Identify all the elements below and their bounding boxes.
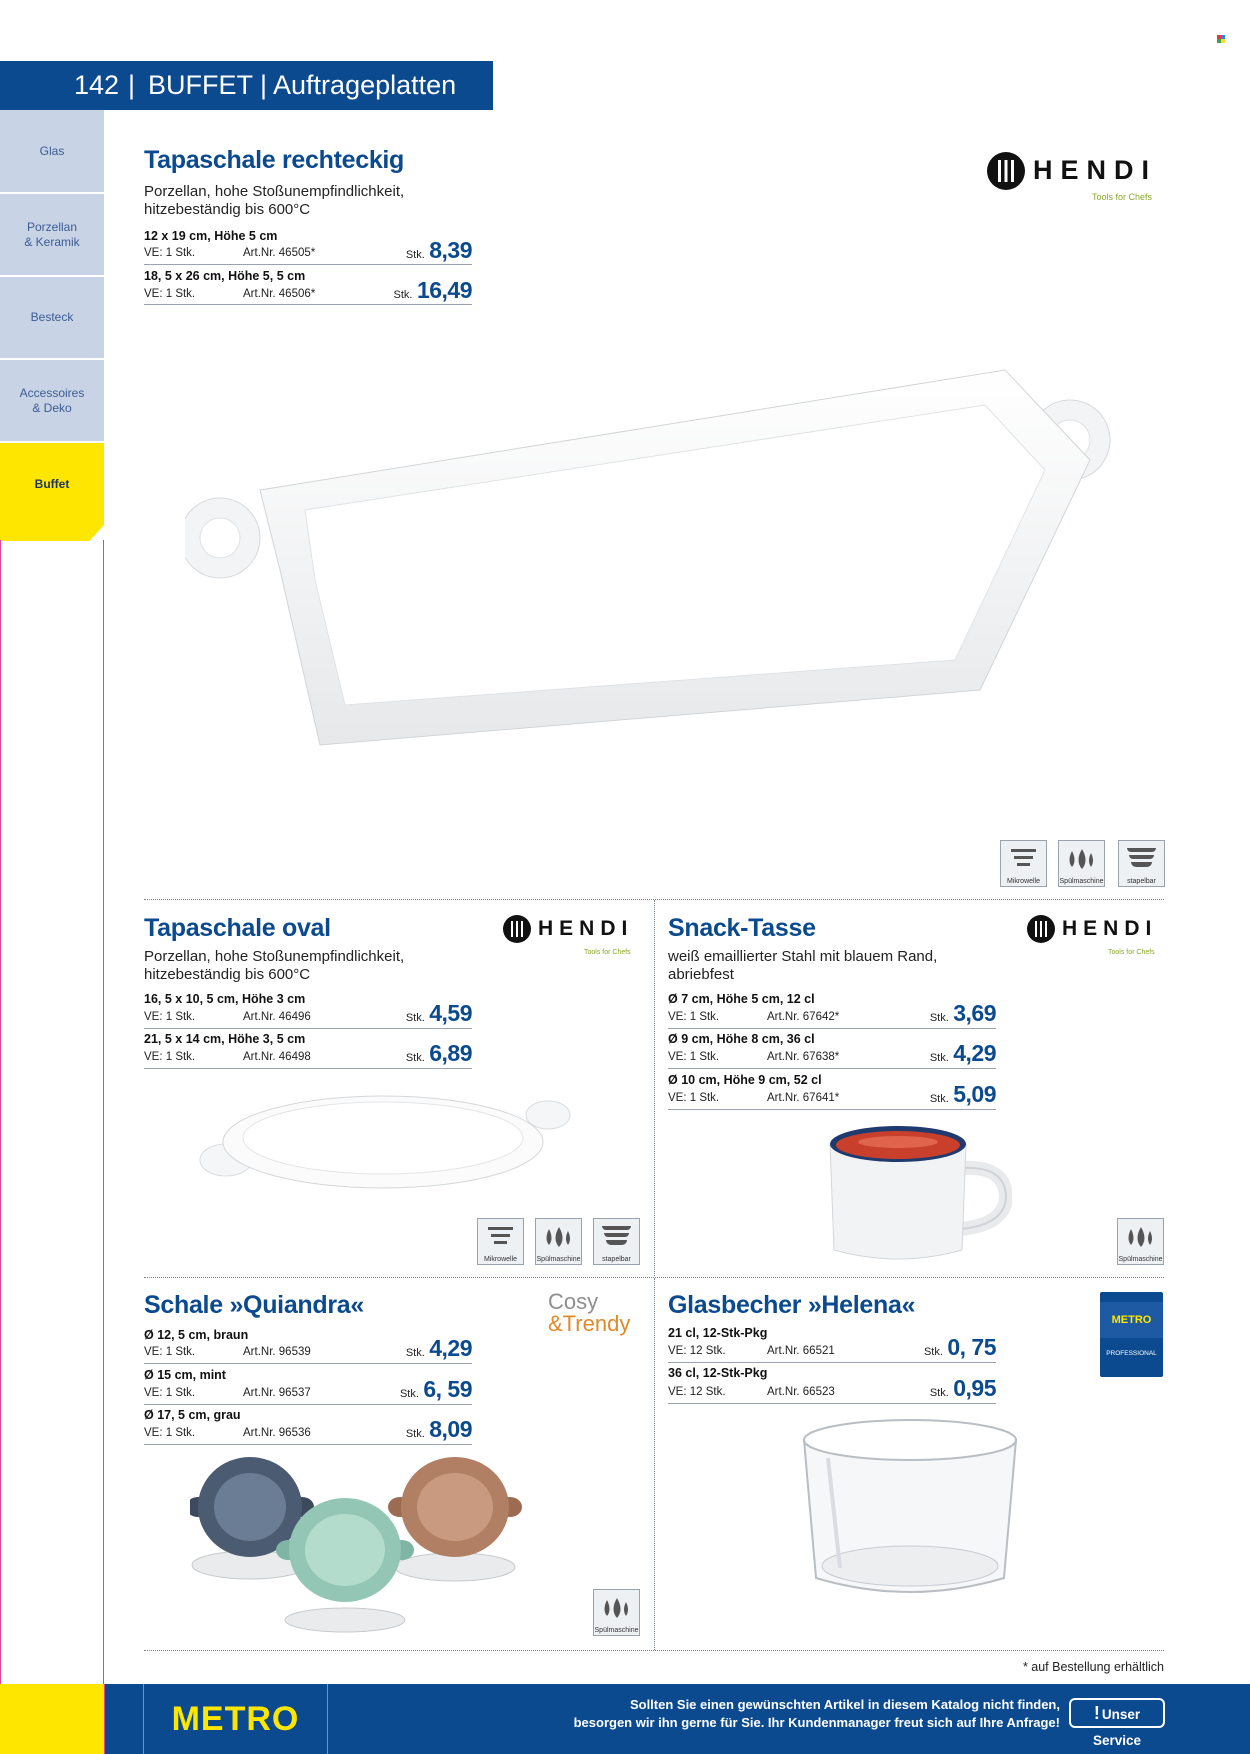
variant-ve: VE: 12 Stk. xyxy=(668,1345,726,1357)
product-desc xyxy=(668,948,937,984)
nav-label: Besteck xyxy=(30,310,74,324)
price-tag xyxy=(390,1376,472,1403)
product-title: Glasbecher »Helena« xyxy=(668,1291,916,1319)
unit: Stk. xyxy=(929,1093,949,1105)
variant-art: Art.Nr. 96537 xyxy=(243,1387,311,1399)
cutlery-icon xyxy=(986,151,1026,191)
product-title: Schale »Quiandra« xyxy=(144,1291,364,1319)
variant-art: Art.Nr. 96539 xyxy=(243,1346,311,1358)
page-header xyxy=(0,61,493,110)
page-number: 142 xyxy=(74,70,120,100)
product-desc xyxy=(144,948,404,984)
quiandra-bowls-image xyxy=(190,1455,550,1640)
rectangular-dish-image xyxy=(185,360,1115,760)
price: 3,69 xyxy=(953,1000,996,1026)
price: 4,59 xyxy=(429,1000,472,1026)
hendi-tagline: Tools for Chefs xyxy=(1108,949,1155,956)
divider xyxy=(668,1109,996,1110)
header-separator: | xyxy=(128,70,136,100)
cosy-word: Cosy xyxy=(548,1289,599,1314)
price-tag xyxy=(914,1081,996,1108)
variant-art: Art.Nr. 96536 xyxy=(243,1427,311,1439)
price: 5,09 xyxy=(953,1081,996,1107)
variant-size: Ø 7 cm, Höhe 5 cm, 12 cl xyxy=(668,992,815,1006)
divider xyxy=(144,264,472,265)
divider xyxy=(144,1444,472,1445)
variant-size: 21 cl, 12-Stk-Pkg xyxy=(668,1326,768,1340)
variant-ve: VE: 1 Stk. xyxy=(144,1011,196,1023)
variant-art: Art.Nr. 66521 xyxy=(767,1345,835,1357)
margin-line xyxy=(103,540,104,1754)
desc-line: abriebfest xyxy=(668,966,734,983)
price: 4,29 xyxy=(953,1040,996,1066)
variant-art: Art.Nr. 46506* xyxy=(243,288,316,300)
price: 6,89 xyxy=(429,1040,472,1066)
variant-ve: VE: 1 Stk. xyxy=(144,1346,196,1358)
stapelbar-icon xyxy=(1118,840,1165,887)
mikrowelle-icon xyxy=(477,1218,524,1265)
nav-item-besteck[interactable] xyxy=(0,277,104,358)
icon-label: stapelbar xyxy=(602,1256,631,1263)
price-tag xyxy=(914,1000,996,1027)
price-tag xyxy=(390,277,472,304)
footnote: * auf Bestellung erhältlich xyxy=(1022,1660,1164,1674)
desc-line: hitzebeständig bis 600°C xyxy=(144,966,311,983)
desc-line: Porzellan, hohe Stoßunempfindlichkeit, xyxy=(144,948,405,965)
nav-label: Accessoires & Deko xyxy=(19,385,85,415)
variant-size: Ø 10 cm, Höhe 9 cm, 52 cl xyxy=(668,1073,822,1087)
unit: Stk. xyxy=(929,1012,949,1024)
metro-box-sub: PROFESSIONAL xyxy=(1106,1350,1157,1357)
metro-box-word: METRO xyxy=(1111,1314,1152,1326)
oval-dish-image xyxy=(198,1090,572,1200)
icon-label: stapelbar xyxy=(1127,878,1156,885)
variant-ve: VE: 1 Stk. xyxy=(668,1011,720,1023)
variant-art: Art.Nr. 46496 xyxy=(243,1011,311,1023)
section-divider xyxy=(144,1650,1164,1651)
price: 0, 75 xyxy=(947,1334,996,1360)
variant-ve: VE: 1 Stk. xyxy=(668,1092,720,1104)
variant-ve: VE: 1 Stk. xyxy=(144,1387,196,1399)
variant-size: Ø 9 cm, Höhe 8 cm, 36 cl xyxy=(668,1032,815,1046)
divider xyxy=(144,304,472,305)
unit: Stk. xyxy=(405,249,425,261)
product-desc xyxy=(144,183,404,219)
variant-art: Art.Nr. 67638* xyxy=(767,1051,840,1063)
metro-logo[interactable]: METRO xyxy=(144,1684,327,1754)
column-divider xyxy=(654,900,655,1276)
desc-line: weiß emaillierter Stahl mit blauem Rand, xyxy=(668,948,938,965)
divider xyxy=(668,1028,996,1029)
unit: Stk. xyxy=(923,1346,943,1358)
cutlery-icon xyxy=(1026,914,1056,944)
hendi-logo xyxy=(1026,914,1166,964)
icon-label: Mikrowelle xyxy=(1006,878,1041,885)
margin-line xyxy=(0,540,1,1754)
metro-professional-logo xyxy=(1100,1292,1163,1377)
spuelmaschine-icon xyxy=(593,1589,640,1636)
variant-ve: VE: 1 Stk. xyxy=(144,288,196,300)
variant-ve: VE: 12 Stk. xyxy=(668,1386,726,1398)
nav-tab-tip xyxy=(0,525,104,541)
exclamation-icon: ! xyxy=(1093,1703,1100,1723)
nav-item-buffet[interactable] xyxy=(0,443,104,525)
variant-size: 12 x 19 cm, Höhe 5 cm xyxy=(144,229,278,243)
footer-line: besorgen wir ihn gerne für Sie. Ihr Kundenmanager freut sich auf Ihre Anfrage! xyxy=(573,1715,1060,1730)
price: 16,49 xyxy=(416,277,472,303)
price-tag xyxy=(390,1040,472,1067)
nav-label: Buffet xyxy=(34,476,70,491)
nav-item-accessoires[interactable] xyxy=(0,360,104,441)
column-divider xyxy=(654,1278,655,1650)
divider xyxy=(144,1404,472,1405)
nav-item-glas[interactable] xyxy=(0,110,104,192)
divider xyxy=(668,1362,996,1363)
desc-line: Porzellan, hohe Stoßunempfindlichkeit, xyxy=(144,183,405,200)
divider xyxy=(144,1028,472,1029)
footer-line: Sollten Sie einen gewünschten Artikel in diesem Katalog nicht finden, xyxy=(629,1697,1060,1712)
hendi-word: HENDI xyxy=(1062,917,1158,940)
desc-line: hitzebeständig bis 600°C xyxy=(144,201,311,218)
variant-size: Ø 12, 5 cm, braun xyxy=(144,1328,249,1342)
nav-item-porzellan[interactable] xyxy=(0,194,104,275)
unit: Stk. xyxy=(405,1428,425,1440)
divider xyxy=(144,1363,472,1364)
divider xyxy=(668,1403,996,1404)
product-title: Tapaschale oval xyxy=(144,914,331,942)
cosy-trendy-logo xyxy=(548,1291,648,1341)
variant-size: Ø 17, 5 cm, grau xyxy=(144,1408,241,1422)
variant-size: 18, 5 x 26 cm, Höhe 5, 5 cm xyxy=(144,269,306,283)
variant-art: Art.Nr. 46505* xyxy=(243,247,316,259)
color-mark-icon xyxy=(1217,35,1225,43)
footer-divider xyxy=(327,1684,328,1754)
hendi-word: HENDI xyxy=(538,917,634,940)
service-label: Unser Service xyxy=(1092,1707,1142,1748)
price-tag xyxy=(390,1416,472,1443)
icon-label: Mikrowelle xyxy=(483,1256,518,1263)
variant-size: 21, 5 x 14 cm, Höhe 3, 5 cm xyxy=(144,1032,306,1046)
footer-side-block xyxy=(0,1684,104,1754)
trendy-word: &Trendy xyxy=(548,1311,631,1336)
spuelmaschine-icon xyxy=(1117,1218,1164,1265)
variant-ve: VE: 1 Stk. xyxy=(144,1051,196,1063)
hendi-logo xyxy=(986,150,1166,210)
price: 0,95 xyxy=(953,1375,996,1401)
spuelmaschine-icon xyxy=(535,1218,582,1265)
price-tag xyxy=(914,1040,996,1067)
enamel-mug-image xyxy=(826,1118,1012,1266)
variant-ve: VE: 1 Stk. xyxy=(144,247,196,259)
price-tag xyxy=(390,1000,472,1027)
unit: Stk. xyxy=(929,1387,949,1399)
variant-size: 16, 5 x 10, 5 cm, Höhe 3 cm xyxy=(144,992,306,1006)
icon-label: Spülmaschine xyxy=(594,1627,639,1634)
variant-art: Art.Nr. 66523 xyxy=(767,1386,835,1398)
footer-message xyxy=(574,1696,1060,1732)
variant-ve: VE: 1 Stk. xyxy=(668,1051,720,1063)
cutlery-icon xyxy=(502,914,532,944)
glass-tumbler-image xyxy=(800,1418,1020,1603)
price: 6, 59 xyxy=(423,1376,472,1402)
mikrowelle-icon xyxy=(1000,840,1047,887)
unser-service-button[interactable] xyxy=(1069,1698,1165,1748)
variant-size: Ø 15 cm, mint xyxy=(144,1368,226,1382)
nav-label: Glas xyxy=(39,143,65,158)
variant-size: 36 cl, 12-Stk-Pkg xyxy=(668,1366,768,1380)
variant-art: Art.Nr. 67642* xyxy=(767,1011,840,1023)
product-title: Tapaschale rechteckig xyxy=(144,146,405,174)
price-tag xyxy=(904,1334,996,1361)
icon-label: Spülmaschine xyxy=(1059,878,1104,885)
hendi-tagline: Tools for Chefs xyxy=(1092,192,1153,202)
price-tag xyxy=(390,1335,472,1362)
price-tag xyxy=(904,1375,996,1402)
unit: Stk. xyxy=(393,289,413,301)
price-tag xyxy=(400,237,472,264)
unit: Stk. xyxy=(405,1012,425,1024)
stapelbar-icon xyxy=(593,1218,640,1265)
variant-art: Art.Nr. 67641* xyxy=(767,1092,840,1104)
price: 8,09 xyxy=(429,1416,472,1442)
unit: Stk. xyxy=(405,1052,425,1064)
price: 4,29 xyxy=(429,1335,472,1361)
margin-line xyxy=(104,1684,105,1754)
hendi-logo xyxy=(502,914,642,964)
page-title: BUFFET | Auftrageplatten xyxy=(148,70,457,100)
icon-label: Spülmaschine xyxy=(1118,1256,1163,1263)
icon-label: Spülmaschine xyxy=(536,1256,581,1263)
nav-label: Porzellan & Keramik xyxy=(24,219,80,249)
price: 8,39 xyxy=(429,237,472,263)
divider xyxy=(144,1068,472,1069)
product-title: Snack-Tasse xyxy=(668,914,816,942)
variant-art: Art.Nr. 46498 xyxy=(243,1051,311,1063)
spuelmaschine-icon xyxy=(1058,840,1105,887)
hendi-tagline: Tools for Chefs xyxy=(584,949,631,956)
unit: Stk. xyxy=(405,1347,425,1359)
unit: Stk. xyxy=(929,1052,949,1064)
hendi-word: HENDI xyxy=(1033,155,1158,185)
divider xyxy=(668,1068,996,1069)
variant-ve: VE: 1 Stk. xyxy=(144,1427,196,1439)
unit: Stk. xyxy=(399,1388,419,1400)
